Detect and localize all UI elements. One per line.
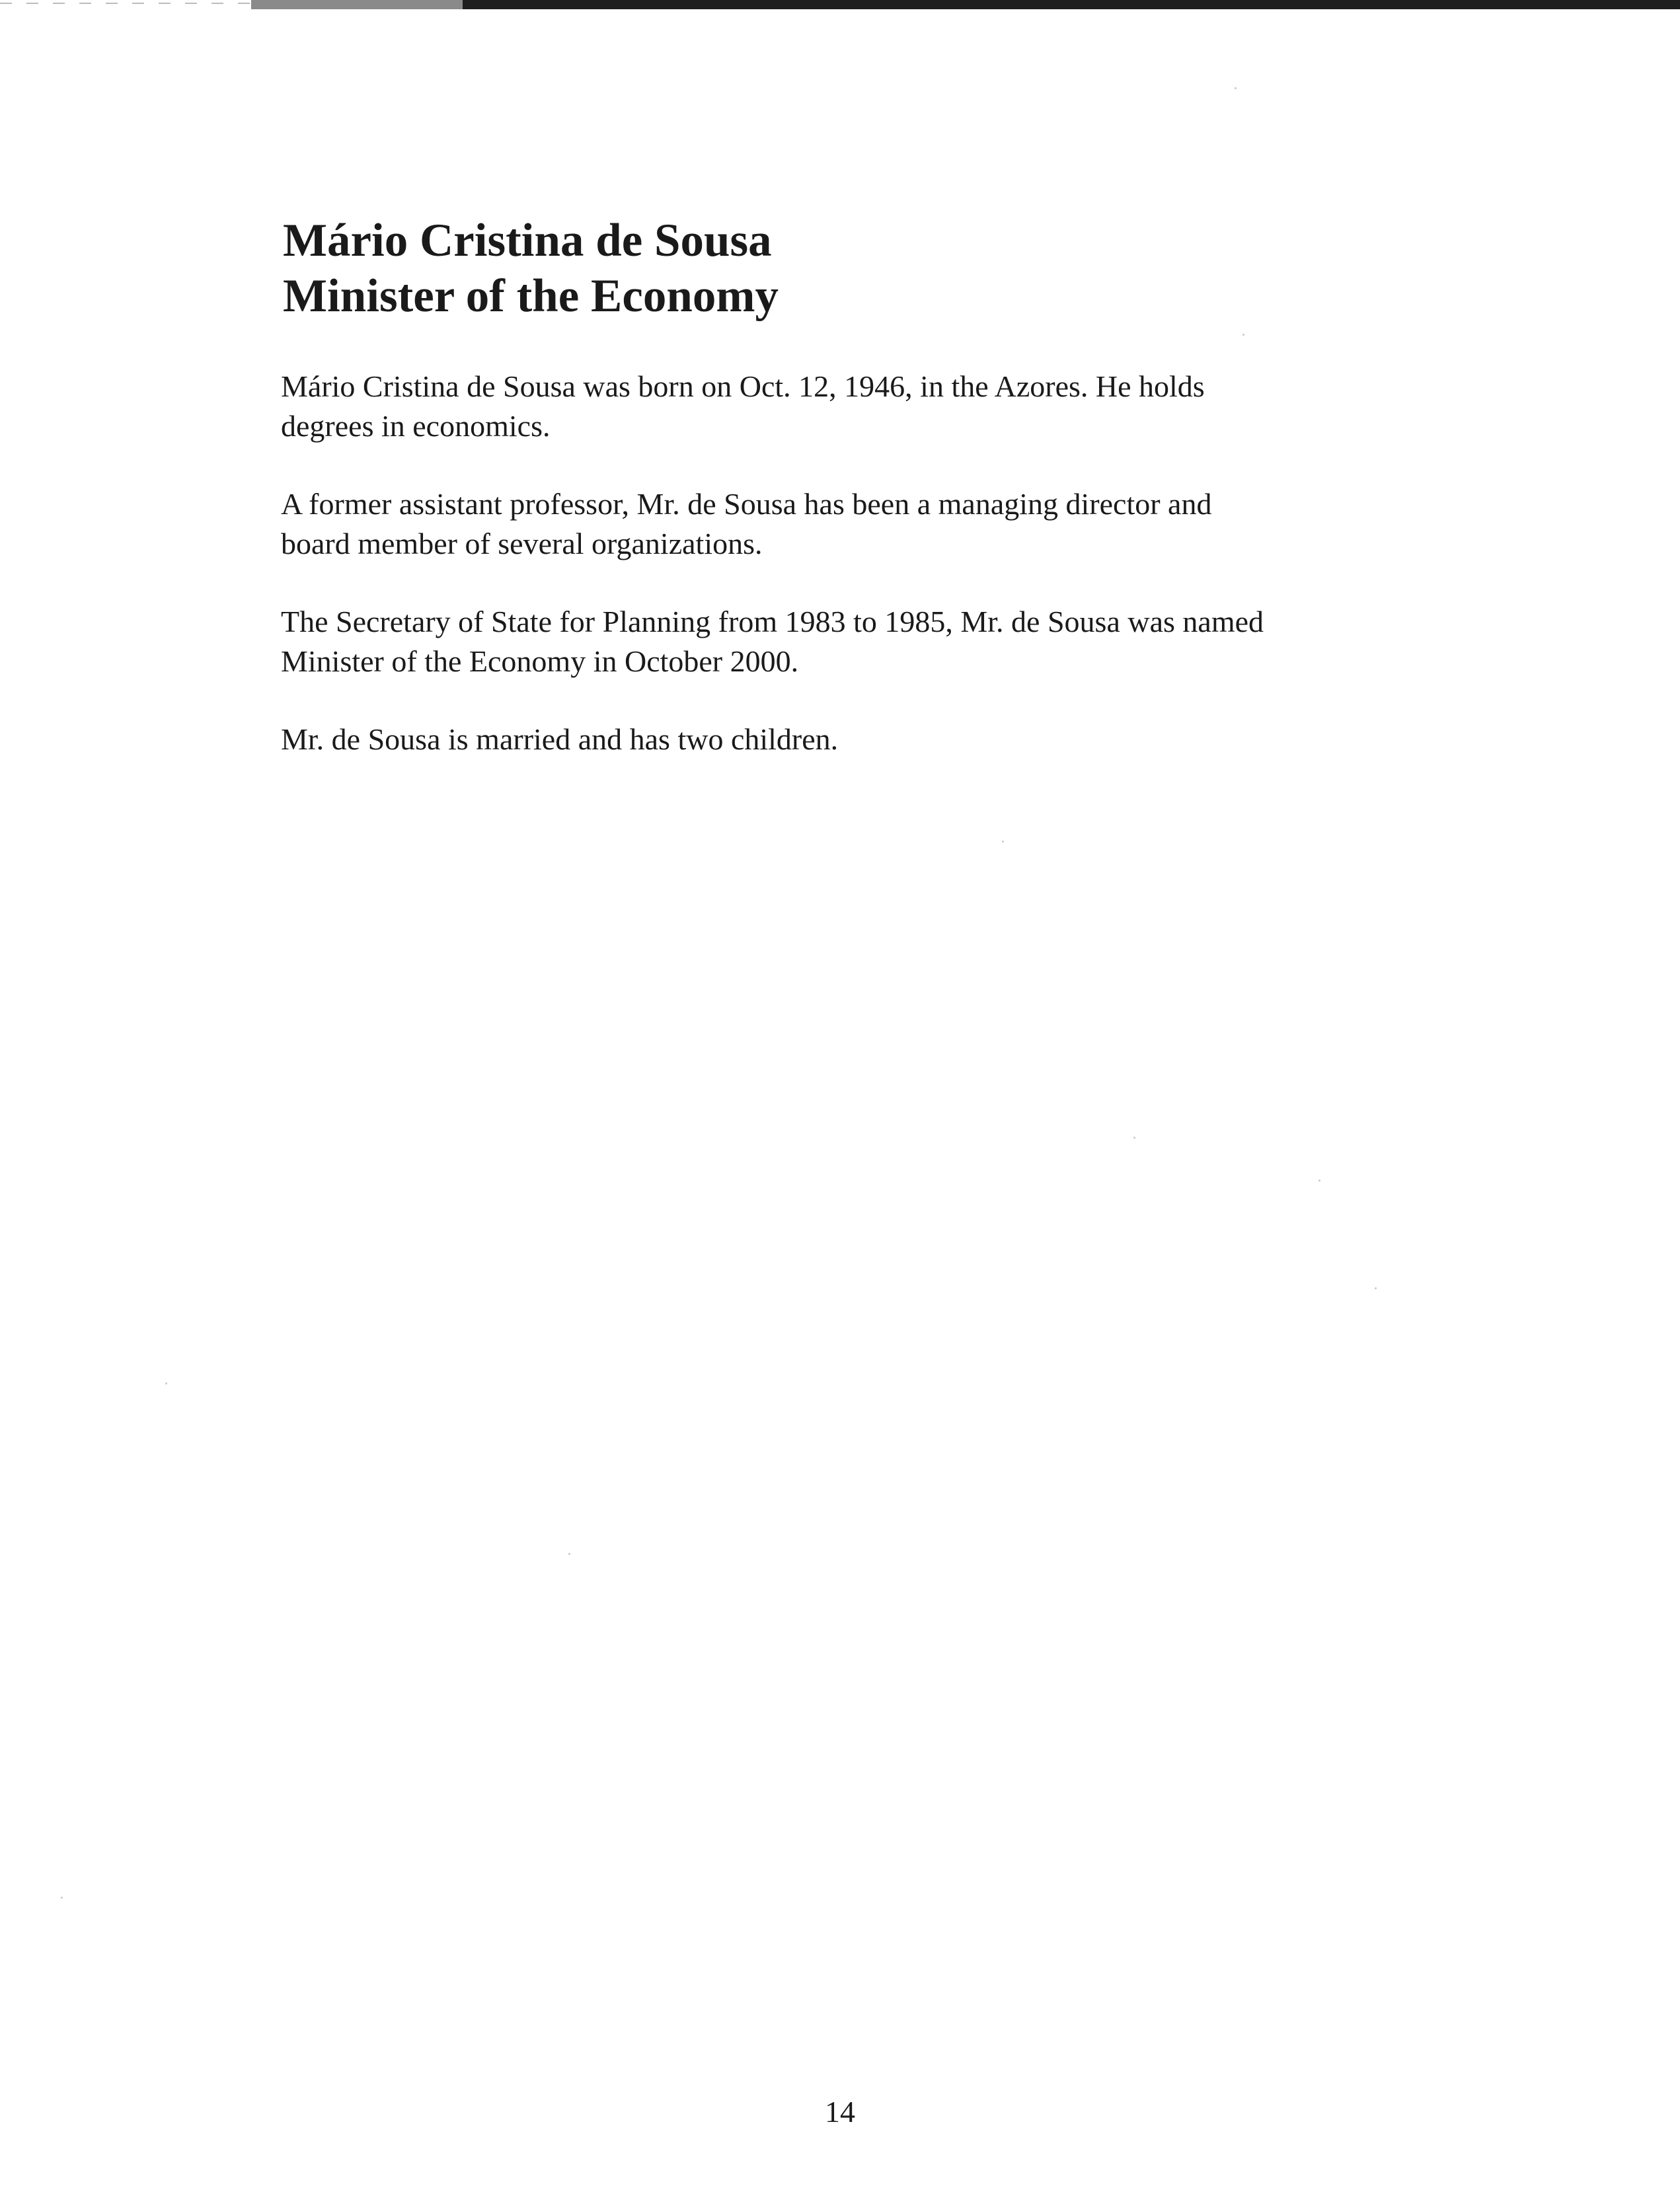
document-body	[281, 367, 1404, 798]
paragraph-family	[281, 720, 1404, 759]
page-number: 14	[825, 2095, 855, 2129]
person-name: Mário Cristina de Sousa	[283, 215, 772, 266]
paragraph-career	[281, 484, 1404, 564]
scan-speck	[568, 1553, 570, 1555]
scan-speck	[1318, 1180, 1320, 1182]
scan-speck	[1235, 87, 1237, 89]
paragraph-birth	[281, 367, 1404, 446]
scan-top-edge-faint	[0, 3, 251, 4]
scan-top-edge	[0, 0, 1680, 9]
paragraph-line: Mr. de Sousa is married and has two children.	[281, 722, 839, 756]
paragraph-line: Minister of the Economy in October 2000.	[281, 644, 799, 678]
paragraph-line: Mário Cristina de Sousa was born on Oct. 12, 1946, in the Azores. He holds	[281, 369, 1205, 403]
scan-speck	[1133, 1137, 1135, 1139]
scan-speck	[61, 1897, 63, 1899]
paragraph-line: degrees in economics.	[281, 409, 551, 443]
scan-speck	[1242, 334, 1244, 336]
paragraph-line: The Secretary of State for Planning from 1983 to 1985, Mr. de Sousa was named	[281, 605, 1264, 638]
scan-speck	[165, 1382, 167, 1384]
paragraph-line: A former assistant professor, Mr. de Sousa has been a managing director and	[281, 487, 1212, 521]
person-title: Minister of the Economy	[283, 270, 779, 322]
scan-speck	[1002, 841, 1004, 843]
document-header	[283, 213, 779, 324]
scan-speck	[1375, 1287, 1377, 1289]
paragraph-line: board member of several organizations.	[281, 527, 763, 560]
paragraph-appointment	[281, 602, 1404, 681]
